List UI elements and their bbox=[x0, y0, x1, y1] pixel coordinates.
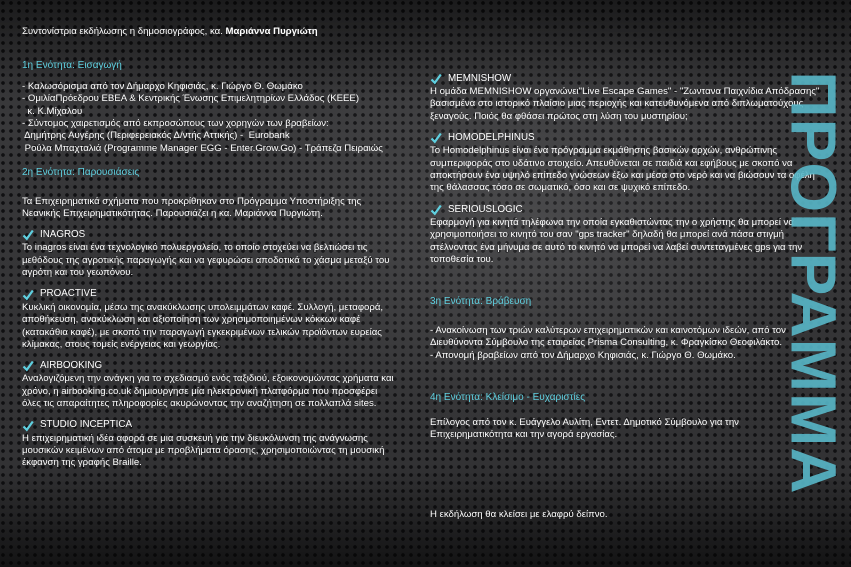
left-column bbox=[22, 26, 394, 470]
section4-text: Επίλογος από τον κ. Ευάγγελο Αυλίτη, Εντετ. Δημοτικό Σύμβουλο για την Επιχειρηματικότητα και την αγορά εργασίας. bbox=[430, 416, 739, 440]
item-text: Εφαρμογή για κινητά τηλέφωνα την οποία εγκαθιστώντας την ο χρήστης θα μπορεί να χρησιμοποιήσει το κινητό του σαν "gps tracker" δηλαδή θα μπορεί ανά πάσα στιγμή στέλνοντας ένα μήνυμα σε αυτό το κινητό να μπορεί να λαβεί συντεταγμένες gps για την τοποθεσία του. bbox=[430, 216, 803, 266]
list-item bbox=[22, 228, 394, 279]
section1-line: Δημήτρης Αυγέρης (Περιφερειακός Δ/ντής Αττικής) - Eurobank bbox=[22, 130, 290, 142]
item-name: SERIOUSLOGIC bbox=[448, 203, 523, 215]
section3-line: - Απονομή βραβείων από τον Δήμαρχο Κηφισιάς, κ. Γιώργο Θ. Θωμάκο. bbox=[430, 349, 736, 361]
section2-intro: Τα Επιχειρηματικά σχήματα που προκρίθηκαν στο Πρόγραμμα Υποστήριξης της Νεανικής Επιχειρηματικότητας. Παρουσιάζει η κα. Μαριάννα Πυργιώτη. bbox=[22, 195, 362, 220]
check-icon bbox=[22, 289, 34, 301]
item-title bbox=[22, 228, 394, 242]
closing-text: Η εκδήλωση θα κλείσει με ελαφρύ δείπνο. bbox=[430, 509, 608, 521]
section3-line: - Ανακοίνωση των τριών καλύτερων επιχειρηματικών και καινοτόμων ιδεών, από τον Διευθύνοντα Σύμβουλο της εταιρείας Prisma Consulting, κ. Φραγκίσκο Θεοφιλάκτο. bbox=[430, 324, 786, 349]
item-title bbox=[430, 203, 820, 217]
coordinator-prefix: Συντονίστρια εκδήλωσης η δημοσιογράφος, κα. bbox=[22, 26, 226, 37]
section1-line: - Σύντομος χαιρετισμός από εκπροσώπους των χορηγών των βραβείων: bbox=[22, 118, 329, 130]
check-icon bbox=[22, 420, 34, 432]
check-icon bbox=[430, 73, 442, 85]
right-column bbox=[430, 72, 820, 522]
item-title bbox=[22, 419, 394, 433]
section1-line: κ. Κ.Μίχαλου bbox=[22, 105, 83, 117]
section4-title: 4η Ενότητα: Κλείσιμο - Ευχαριστίες bbox=[430, 392, 586, 404]
item-text: Το inagros είναι ένα τεχνολογικό πολυεργαλείο, το οποίο στοχεύει να βελτιώσει τις μεθόδους της αγροτικής παραγωγής και να γεφυρώσει αποδοτικά το χάσμα μεταξύ του αγρότη και του γεωπόνου. bbox=[22, 242, 390, 279]
section1-line: - ΟμιλίαΠρόεδρου ΕΒΕΑ & Κεντρικής Ένωσης Επιμελητηρίων Ελλάδος (ΚΕΕΕ) bbox=[22, 93, 360, 105]
list-item bbox=[22, 359, 394, 410]
item-title bbox=[430, 131, 820, 145]
check-icon bbox=[22, 229, 34, 241]
item-text: Η επιχειρηματική ιδέα αφορά σε μια συσκευή για την διευκόλυνση της ανάγνωσης μουσικών κειμένων από άτομα με προβλήματα όρασης, χρησιμοποιώντας τη μουσική έκφανση της γραφής Braille. bbox=[22, 432, 385, 469]
list-item bbox=[430, 72, 820, 123]
item-text: Αναλογιζόμενη την ανάγκη για το σχεδιασμό ενός ταξιδιού, εξοικονομώντας χρήματα και χρόνο, η airbooking.co.uk δημιουργησε μία ηλεκτρονική πλατφόρμα που προσφέρει όλες τις απαραίτητες πληροφορίες ακυρώνοντας την αναζήτηση σε πολλαπλά sites. bbox=[22, 373, 394, 410]
check-icon bbox=[430, 204, 442, 216]
section1-body bbox=[22, 81, 394, 155]
item-text: Το Homodelphinus είναι ένα πρόγραμμα εκμάθησης βασικών αρχών, ανθρώπινης συμπεριφοράς στο υδάτινο στοιχείο. Απευθύνεται σε παιδιά και εφήβους με σκοπό να αποκτήσουν ένα υψηλό επίπεδο γνώσεων έξω και μέσα στο νερό και να βιώσουν τα οφέλη της θάλασσας τόσο σε σωματικό, όσο και σε ψυχικό επίπεδο. bbox=[430, 145, 815, 194]
section1-line: Ρούλα Μπαχταλιά (Programme Manager EGG - Enter.Grow.Go) - Τράπεζα Πειραιώς bbox=[22, 142, 383, 154]
item-title bbox=[430, 72, 820, 86]
list-item bbox=[22, 288, 394, 352]
section3-body bbox=[430, 325, 820, 362]
section1-line: - Καλωσόρισμα από τον Δήμαρχο Κηφισιάς, κ. Γιώργο Θ. Θωμάκο bbox=[22, 80, 303, 92]
section1-title: 1η Ενότητα: Εισαγωγή bbox=[22, 60, 122, 72]
item-name: HOMODELPHINUS bbox=[448, 132, 535, 144]
section2-title: 2η Ενότητα: Παρουσιάσεις bbox=[22, 167, 140, 179]
item-title bbox=[22, 359, 394, 373]
list-item bbox=[430, 131, 820, 195]
list-item bbox=[430, 203, 820, 267]
coordinator-name: Μαριάννα Πυργιώτη bbox=[225, 26, 318, 37]
coordinator-line bbox=[22, 26, 394, 38]
vertical-brand bbox=[778, 8, 850, 558]
item-name: INAGROS bbox=[40, 229, 86, 241]
item-name: AIRBOOKING bbox=[40, 360, 103, 372]
item-text: Κυκλική οικονομία, μέσω της ανακύκλωσης υπολειμμάτων καφέ. Συλλογή, μεταφορά, αποθήκευση, ανακύκλωση και αξιοποίηση των χρησιμοποιημένων κόκκων καφέ (κατακάθια καφέ), με σκοπό την παραγωγή εγκεκριμένων τελικών προϊόντων ευρείας κλίμακας, στους τομείς ενέργειας και γεωργίας. bbox=[22, 301, 384, 350]
check-icon bbox=[22, 360, 34, 372]
section3-title: 3η Ενότητα: Βράβευση bbox=[430, 296, 532, 308]
item-name: PROACTIVE bbox=[40, 288, 97, 300]
item-name: STUDIO INCEPTICA bbox=[40, 419, 132, 431]
item-title bbox=[22, 288, 394, 302]
check-icon bbox=[430, 132, 442, 144]
list-item bbox=[22, 419, 394, 470]
item-text: Η ομάδα MEMNISHOW οργανώνει"Live Escape Games" - "Ζωντανα Παιχνίδια Απόδρασης" βασισμένα στο ιστορικό πλαίσιο μιας περιοχής και κατευθυνόμενα από διπλωματούχους ξεναγούς. Ποιός θα φθάσει πρώτος στη λύση του μυστηρίου; bbox=[430, 86, 820, 122]
item-name: MEMNISHOW bbox=[448, 72, 512, 84]
vertical-brand-text: ΠΡΟΓΡΑΜΜΑ bbox=[778, 71, 850, 495]
